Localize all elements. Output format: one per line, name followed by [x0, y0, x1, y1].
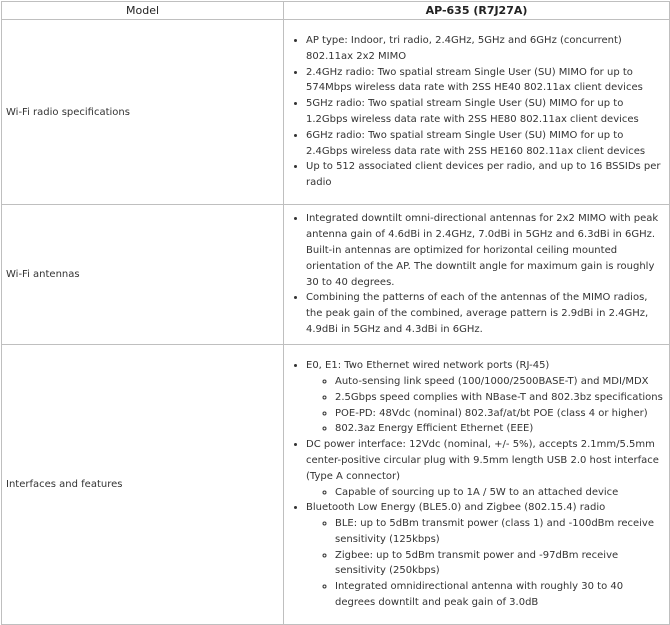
row-label: Wi-Fi radio specifications: [2, 20, 284, 205]
row-label: Interfaces and features: [2, 345, 284, 625]
sub-list-item: ◦ BLE: up to 5dBm transmit power (class 1) and -100dBm receive sensitivity (125kbps): [335, 516, 665, 548]
list-item-text: E0, E1: Two Ethernet wired network ports (RJ-45): [306, 360, 550, 372]
sub-list-item: ◦ 2.5Gbps speed complies with NBase-T and 802.3bz specifications: [335, 390, 665, 406]
list-item: [306, 437, 665, 500]
sub-list-item: ◦ POE-PD: 48Vdc (nominal) 802.3af/at/bt POE (class 4 or higher): [335, 406, 665, 422]
list-item-text: DC power interface: 12Vdc (nominal, +/- 5%), accepts 2.1mm/5.5mm center-positive circular plug with 9.5mm length USB 2.0 host interface (Type A connector): [306, 439, 659, 482]
sub-list-item: ◦ Auto-sensing link speed (100/1000/2500BASE-T) and MDI/MDX: [335, 374, 665, 390]
sub-list: [306, 374, 665, 437]
header-product: AP-635 (R7J27A): [284, 2, 670, 20]
bullet-list: [288, 211, 665, 337]
list-item: [306, 358, 665, 437]
list-item-text: Bluetooth Low Energy (BLE5.0) and Zigbee (802.15.4) radio: [306, 502, 606, 514]
header-model: Model: [2, 2, 284, 20]
row-content: [284, 205, 670, 345]
row-label: Wi-Fi antennas: [2, 205, 284, 345]
sub-list-item: ◦ 802.3az Energy Efficient Ethernet (EEE): [335, 421, 665, 437]
list-item: • Combining the patterns of each of the antennas of the MIMO radios, the peak gain of the combined, average pattern is 2.9dBi in 2.4GHz, 4.9dBi in 5GHz and 4.3dBi in 6GHz.: [306, 290, 665, 337]
sub-list-item: ◦ Zigbee: up to 5dBm transmit power and -97dBm receive sensitivity (250kbps): [335, 548, 665, 580]
list-item: • 6GHz radio: Two spatial stream Single User (SU) MIMO for up to 2.4Gbps wireless data rate with 2SS HE160 802.11ax client devices: [306, 128, 665, 160]
list-item: • AP type: Indoor, tri radio, 2.4GHz, 5GHz and 6GHz (concurrent) 802.11ax 2x2 MIMO: [306, 33, 665, 65]
list-item: • 5GHz radio: Two spatial stream Single User (SU) MIMO for up to 1.2Gbps wireless data rate with 2SS HE80 802.11ax client devices: [306, 96, 665, 128]
sub-list: [306, 516, 665, 611]
list-item: • Integrated downtilt omni-directional antennas for 2x2 MIMO with peak antenna gain of 4.6dBi in 2.4GHz, 7.0dBi in 5GHz and 6.3dBi in 6GHz. Built-in antennas are optimized for horizontal ceiling mounted orientation of the AP. The downtilt angle for maximum gain is roughly 30 to 40 degrees.: [306, 211, 665, 290]
spec-table: [1, 1, 670, 625]
list-item: • Up to 512 associated client devices per radio, and up to 16 BSSIDs per radio: [306, 159, 665, 191]
list-item: [306, 500, 665, 611]
table-row: [2, 20, 670, 205]
list-item: • 2.4GHz radio: Two spatial stream Single User (SU) MIMO for up to 574Mbps wireless data rate with 2SS HE40 802.11ax client devices: [306, 65, 665, 97]
sub-list-item: ◦ Integrated omnidirectional antenna with roughly 30 to 40 degrees downtilt and peak gain of 3.0dB: [335, 579, 665, 611]
bullet-list: [288, 358, 665, 611]
row-content: [284, 345, 670, 625]
header-row: [2, 2, 670, 20]
table-row: [2, 345, 670, 625]
row-content: [284, 20, 670, 205]
bullet-list: [288, 33, 665, 191]
table-row: [2, 205, 670, 345]
sub-list-item: ◦ Capable of sourcing up to 1A / 5W to an attached device: [335, 485, 665, 501]
sub-list: [306, 485, 665, 501]
